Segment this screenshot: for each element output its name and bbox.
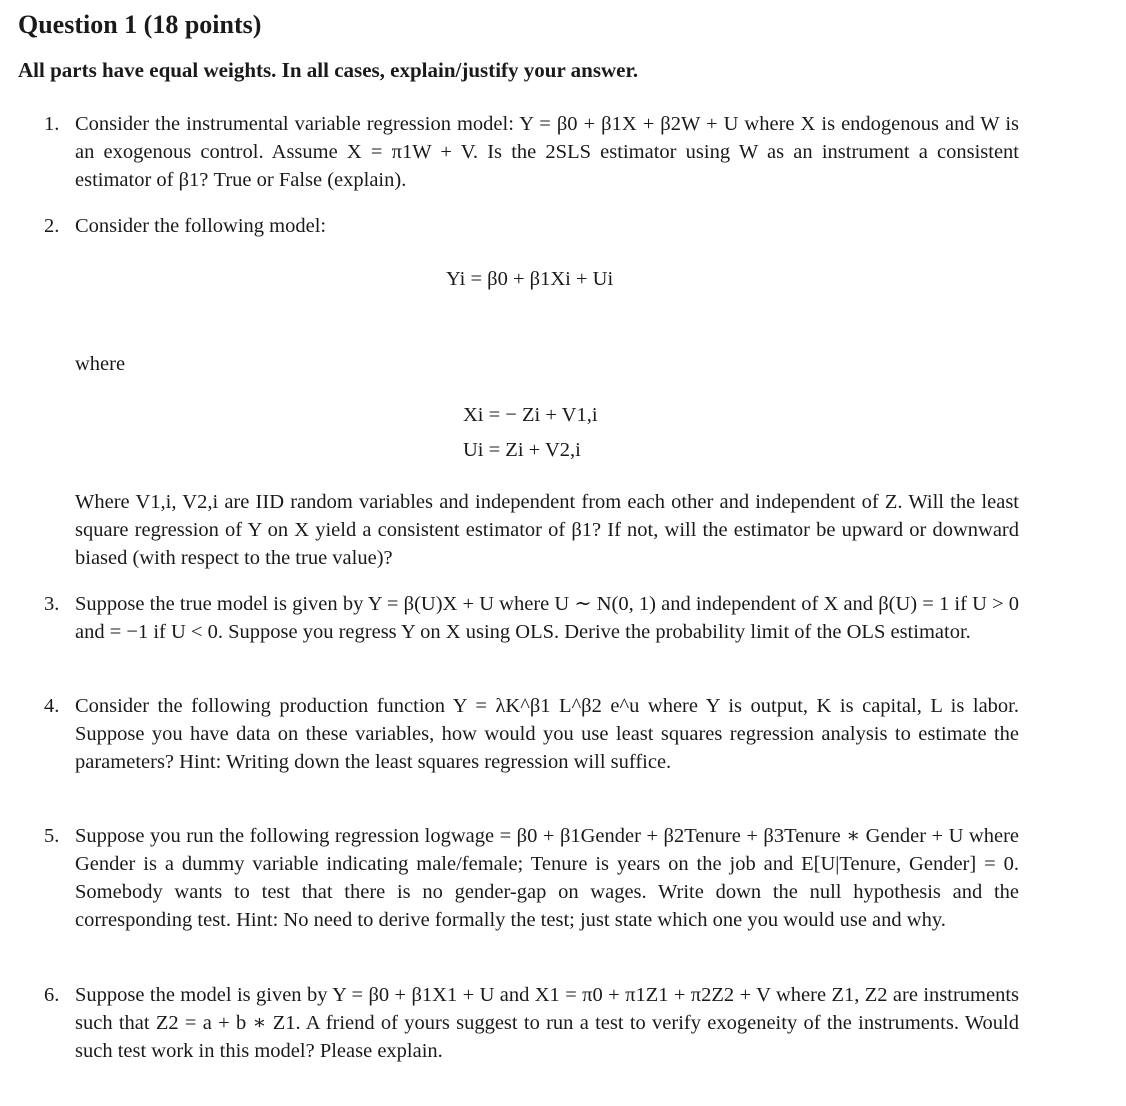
question-title: Question 1 (18 points) <box>18 10 262 39</box>
u-equation: Ui = Zi + V2,i <box>463 439 581 461</box>
item-2-followup: Where V1,i, V2,i are IID random variables and independent from each other and independent of Z. Will the least square regression of Y on X yield a consistent estimator of β1? If not, will the estimator be upward or downward biased (with respect to the true value)? <box>75 491 1019 569</box>
item-number: 2. <box>44 215 60 237</box>
model-equation: Yi = β0 + β1Xi + Ui <box>446 268 614 290</box>
question-item-4 <box>44 692 1019 776</box>
item-text: Consider the following model: <box>75 215 327 237</box>
instructions: All parts have equal weights. In all cases, explain/justify your answer. <box>18 58 639 82</box>
where-label: where <box>75 353 126 375</box>
item-number: 3. <box>44 593 60 615</box>
question-item-6 <box>44 981 1019 1065</box>
item-number: 1. <box>44 113 60 135</box>
item-text: Suppose the true model is given by Y = β(U)X + U where U ∼ N(0, 1) and independent of X and β(U) = 1 if U > 0 and = −1 if U < 0. Suppose you regress Y on X using OLS. Derive the probability limit of the OLS estimator. <box>75 593 1019 643</box>
item-text: Suppose the model is given by Y = β0 + β1X1 + U and X1 = π0 + π1Z1 + π2Z2 + V where Z1, Z2 are instruments such that Z2 = a + b ∗ Z1. A friend of yours suggest to run a test to verify exogeneity of the instruments. Would such test work in this model? Please explain. <box>75 984 1019 1062</box>
item-number: 6. <box>44 984 60 1006</box>
question-item-3 <box>44 590 1019 646</box>
item-text: Suppose you run the following regression logwage = β0 + β1Gender + β2Tenure + β3Tenure ∗ Gender + U where Gender is a dummy variable indicating male/female; Tenure is years on the job and E[U|Tenure, Gender] = 0. Somebody wants to test that there is no gender-gap on wages. Write down the null hypothesis and the corresponding test. Hint: No need to derive formally the test; just state which one you would use and why. <box>75 825 1019 931</box>
x-equation: Xi = − Zi + V1,i <box>463 404 598 426</box>
item-number: 4. <box>44 695 60 717</box>
question-item-2 <box>44 212 1019 240</box>
item-number: 5. <box>44 825 60 847</box>
item-text: Consider the instrumental variable regression model: Y = β0 + β1X + β2W + U where X is endogenous and W is an exogenous control. Assume X = π1W + V. Is the 2SLS estimator using W as an instrument a consistent estimator of β1? True or False (explain). <box>75 113 1019 191</box>
item-text: Consider the following production function Y = λK^β1 L^β2 e^u where Y is output, K is capital, L is labor. Suppose you have data on these variables, how would you use least squares regression analysis to estimate the parameters? Hint: Writing down the least squares regression will suffice. <box>75 695 1019 773</box>
question-item-1 <box>44 110 1019 194</box>
question-item-5 <box>44 822 1019 934</box>
